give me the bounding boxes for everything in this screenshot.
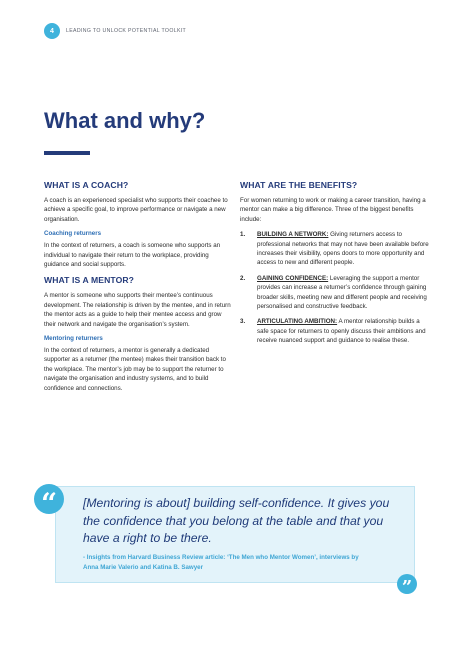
header-title: LEADING TO UNLOCK POTENTIAL TOOLKIT xyxy=(66,28,187,34)
list-item-number: 1. xyxy=(240,231,246,239)
list-item-text: A mentor relationship builds a safe space for returners to openly discuss their ambitions and receive nuanced support and guidance to realise these. xyxy=(257,318,426,345)
coach-paragraph: A coach is an experienced specialist who supports their coachee to achieve a specific goal, to improve performance or navigate a new organisation. xyxy=(44,197,228,223)
quote-attribution: - Insights from Harvard Business Review article: ‘The Men who Mentor Women’, interviews by Anna Marie Valerio and Katina B. Sawyer xyxy=(83,554,359,571)
list-item-number: 3. xyxy=(240,318,246,326)
coaching-returners-heading: Coaching returners xyxy=(44,230,102,238)
mentoring-returners-heading: Mentoring returners xyxy=(44,335,103,343)
mentoring-returners-paragraph: In the context of returners, a mentor is generally a dedicated supporter as a returner (the mentee) makes their transition back to the workplace. The mentor’s job may be to support the returner to navigate the organisation and industry systems, and to build confidence and connections. xyxy=(44,347,226,392)
list-item-text: Giving returners access to professional networks that may not have been available before increases their visibility, opens doors to more opportunity and access to new and different people. xyxy=(257,231,429,267)
close-quote-icon: ” xyxy=(397,574,417,594)
right-column xyxy=(240,180,429,352)
page-title: What and why? xyxy=(44,108,206,133)
mentor-paragraph: A mentor is someone who supports their mentee’s continuous development. The relationship is driven by the mentee, and in return the mentor acts as a guide to help their mentee access and grow their network and navigate the organisation’s system. xyxy=(44,292,231,328)
benefits-list xyxy=(240,230,429,345)
list-item xyxy=(240,274,429,312)
mentor-heading: WHAT IS A MENTOR? xyxy=(44,275,135,286)
benefits-intro: For women returning to work or making a career transition, having a mentor can make a big difference. Three of the biggest benefits include: xyxy=(240,197,426,223)
page-number-badge: 4 xyxy=(44,23,60,39)
list-item-text: Leveraging the support a mentor provides can increase a returner’s confidence through gaining broader skills, meeting new and different people and receiving personalised and constructive feedback. xyxy=(257,274,427,311)
open-quote-icon: “ xyxy=(34,484,64,514)
pull-quote-box xyxy=(55,486,415,583)
list-item-number: 2. xyxy=(240,274,246,282)
page-header xyxy=(44,23,186,39)
quote-text: [Mentoring is about] building self-confidence. It gives you the confidence that you belong at the table and that you have a right to be there. xyxy=(83,496,390,545)
benefits-heading: WHAT ARE THE BENEFITS? xyxy=(240,180,358,190)
coach-heading: WHAT IS A COACH? xyxy=(44,180,129,190)
left-column xyxy=(44,180,232,399)
title-underline-rule xyxy=(44,151,90,155)
list-item-lead: GAINING CONFIDENCE: xyxy=(257,274,329,282)
list-item xyxy=(240,317,429,345)
coaching-returners-paragraph: In the context of returners, a coach is someone who supports an individual to navigate their return to the workplace, providing guidance and social supports. xyxy=(44,242,221,269)
list-item-lead: ARTICULATING AMBITION: xyxy=(257,318,338,326)
list-item xyxy=(240,230,429,268)
list-item-lead: BUILDING A NETWORK: xyxy=(257,231,329,239)
